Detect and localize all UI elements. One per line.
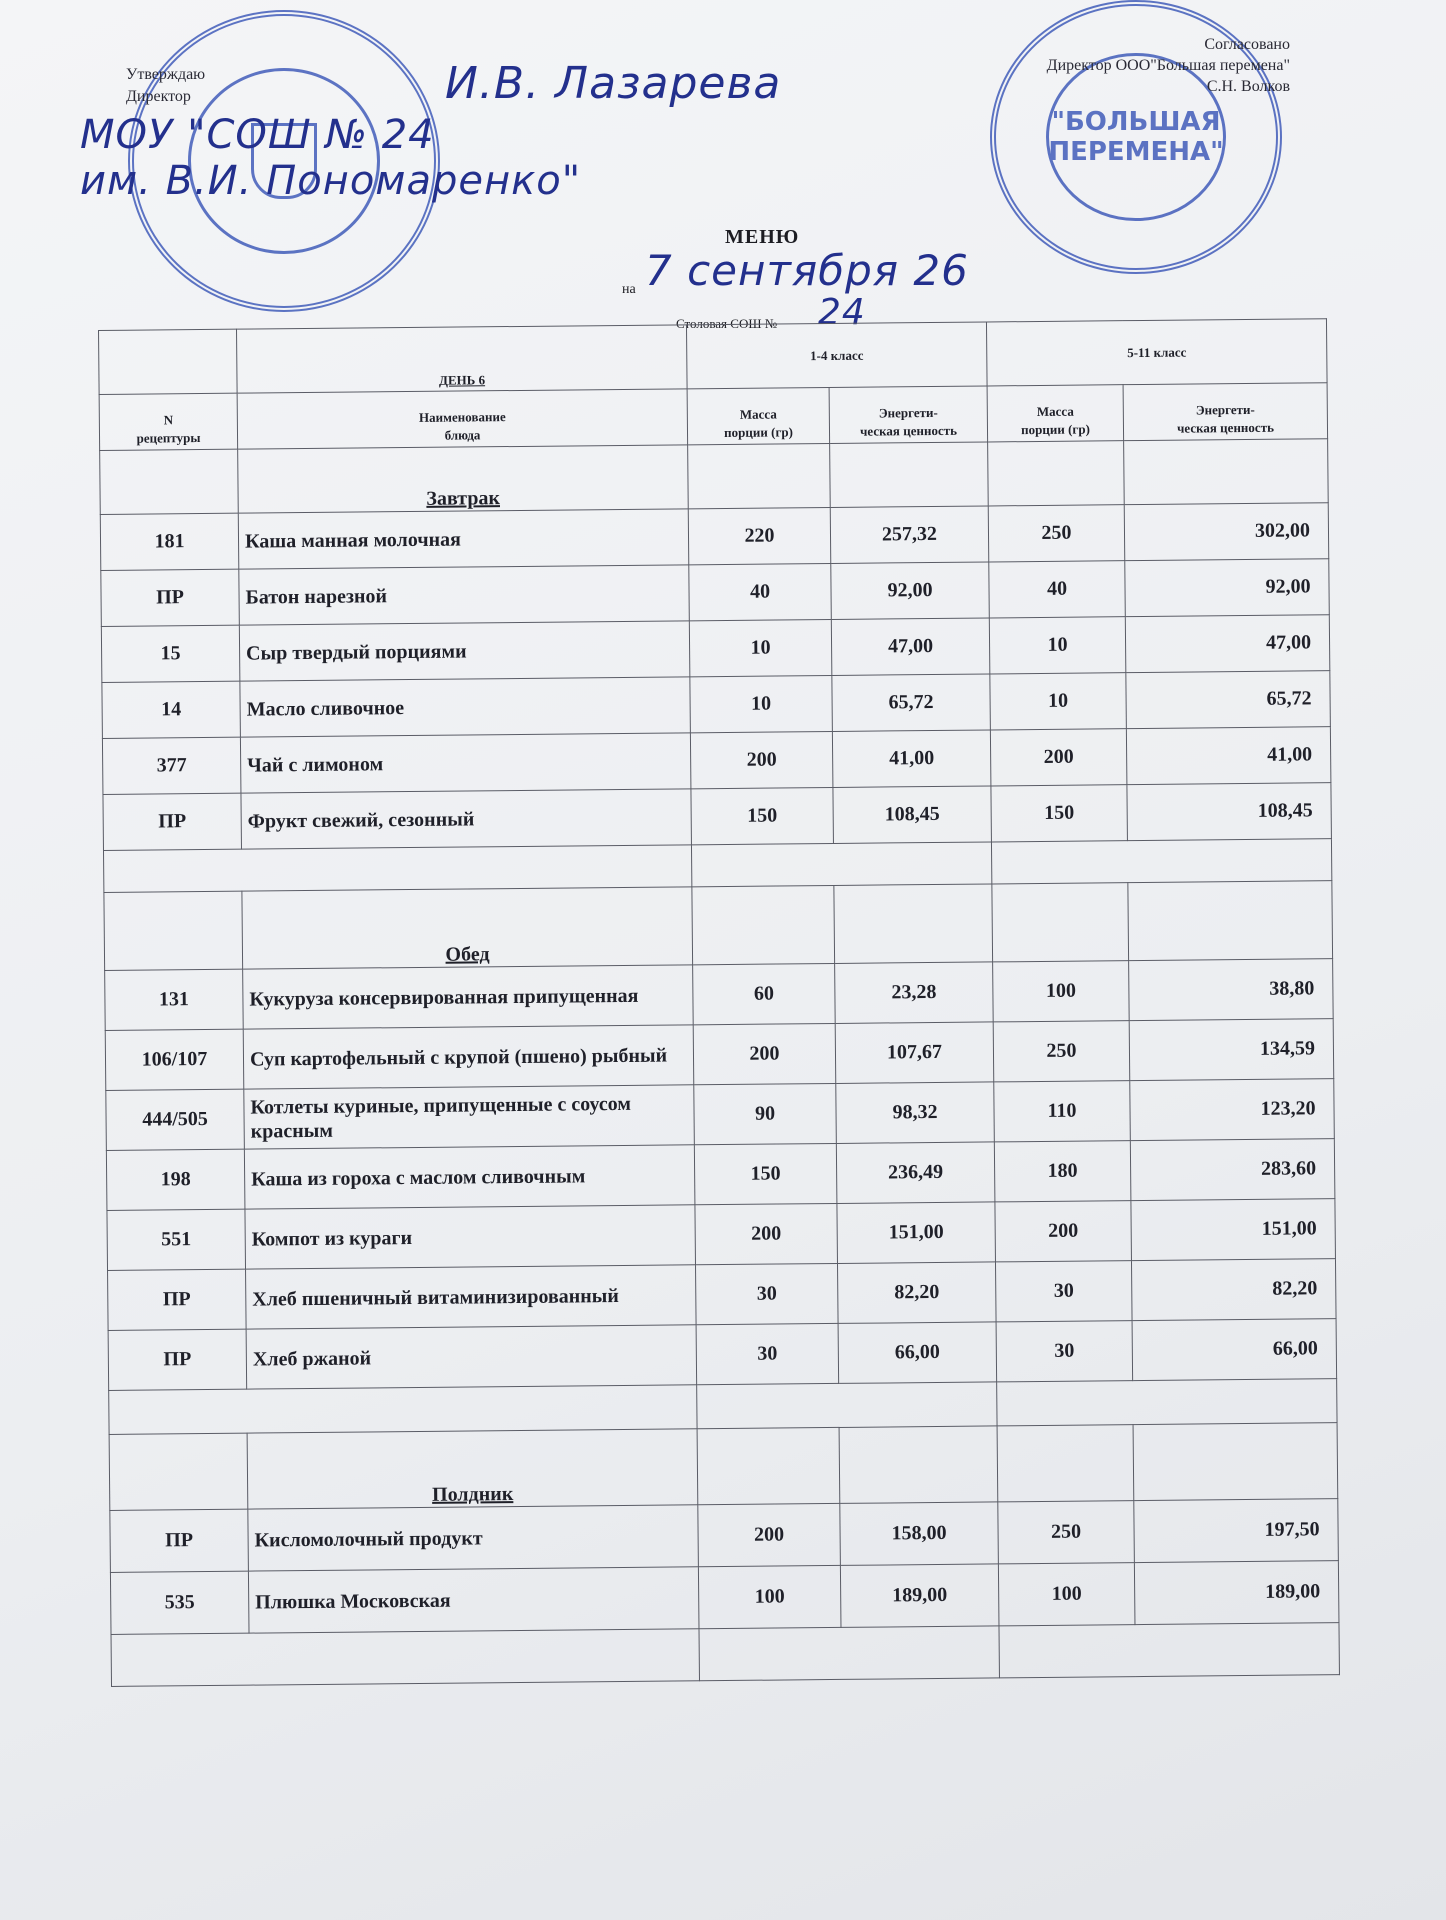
energy-grade-5-11-cell: 108,45 <box>1127 783 1332 841</box>
mass-grade-5-11-cell: 30 <box>995 1261 1132 1322</box>
energy-grade-1-4-cell: 82,20 <box>837 1262 996 1324</box>
mass-grade-1-4-cell: 30 <box>696 1323 839 1384</box>
energy-grade-5-11-cell: 302,00 <box>1124 503 1329 561</box>
empty-cell <box>100 449 239 514</box>
dish-name-cell: Чай с лимоном <box>240 733 691 793</box>
energy-grade-5-11-cell: 47,00 <box>1125 615 1330 673</box>
recipe-number-cell: ПР <box>108 1329 247 1390</box>
dish-name-cell: Кукуруза консервированная припущенная <box>243 965 694 1029</box>
energy-grade-5-11-cell: 123,20 <box>1130 1079 1335 1141</box>
dish-name-cell: Масло сливочное <box>240 677 691 737</box>
recipe-number-cell: 444/505 <box>106 1089 245 1150</box>
col-mass-b-l1: Масса <box>1036 403 1074 419</box>
empty-cell <box>692 885 835 964</box>
table-row <box>110 1499 1339 1573</box>
menu-table <box>98 318 1340 1687</box>
col-dish-name <box>237 389 688 449</box>
mass-grade-1-4-cell: 90 <box>694 1083 837 1144</box>
dish-name-cell: Хлеб пшеничный витаминизированный <box>246 1265 697 1329</box>
col-mass-b <box>987 385 1124 442</box>
approver-school-line2: им. В.И. Пономаренко" <box>80 158 582 204</box>
agree-position: Директор ООО"Большая перемена" <box>1046 57 1290 74</box>
empty-cell <box>834 884 993 964</box>
lunch-section <box>104 881 1337 1391</box>
recipe-number-cell: 198 <box>106 1149 245 1210</box>
empty-cell <box>111 1629 699 1687</box>
energy-grade-1-4-cell: 151,00 <box>837 1202 996 1264</box>
mass-grade-5-11-cell: 40 <box>989 561 1126 618</box>
agreement-block <box>950 34 1290 97</box>
energy-grade-5-11-cell: 66,00 <box>1132 1319 1337 1381</box>
dish-name-cell: Котлеты куриные, припущенные с соусом красным <box>244 1085 695 1149</box>
canteen-label: Столовая СОШ № <box>676 316 778 331</box>
dish-name-cell: Батон нарезной <box>239 565 690 625</box>
mass-grade-1-4-cell: 200 <box>698 1503 841 1566</box>
energy-grade-5-11-cell: 38,80 <box>1129 959 1334 1021</box>
agree-name: С.Н. Волков <box>1206 78 1290 95</box>
empty-cell <box>997 1379 1337 1426</box>
energy-grade-5-11-cell: 189,00 <box>1134 1561 1339 1625</box>
group-a-header: 1-4 класс <box>686 322 987 389</box>
mass-grade-1-4-cell: 200 <box>693 1023 836 1084</box>
col-dish-name-l2: блюда <box>444 427 481 443</box>
empty-cell <box>839 1426 998 1504</box>
energy-grade-5-11-cell: 151,00 <box>1131 1199 1336 1261</box>
mass-grade-1-4-cell: 150 <box>694 1143 837 1204</box>
mass-grade-1-4-cell: 30 <box>696 1263 839 1324</box>
canteen-number: 24 <box>818 292 866 333</box>
col-recipe-number <box>99 393 238 450</box>
spacer-section <box>111 1623 1339 1687</box>
empty-cell <box>104 891 243 970</box>
energy-grade-5-11-cell: 65,72 <box>1126 671 1331 729</box>
dish-name-cell: Фрукт свежий, сезонный <box>241 789 692 849</box>
mass-grade-5-11-cell: 250 <box>993 1021 1130 1082</box>
col-energy-a-l2: ческая ценность <box>859 422 958 439</box>
mass-grade-1-4-cell: 100 <box>698 1565 841 1628</box>
recipe-number-cell: ПР <box>108 1269 247 1330</box>
recipe-number-cell: ПР <box>101 569 240 626</box>
dish-name-cell: Сыр твердый порциями <box>239 621 690 681</box>
mass-grade-1-4-cell: 200 <box>690 731 833 788</box>
recipe-number-cell: 377 <box>102 737 241 794</box>
empty-cell <box>697 1382 997 1429</box>
mass-grade-5-11-cell: 150 <box>991 785 1128 842</box>
energy-grade-1-4-cell: 41,00 <box>832 730 991 788</box>
mass-grade-1-4-cell: 200 <box>695 1203 838 1264</box>
energy-grade-1-4-cell: 236,49 <box>836 1142 995 1204</box>
mass-grade-5-11-cell: 30 <box>996 1321 1133 1382</box>
empty-cell <box>988 441 1125 506</box>
section-title-lunch: Обед <box>242 887 693 969</box>
date-prefix: на <box>622 282 636 297</box>
approver-signature-name: И.В. Лазарева <box>445 58 782 109</box>
section-title-snack: Полдник <box>247 1429 698 1509</box>
energy-grade-5-11-cell: 134,59 <box>1129 1019 1334 1081</box>
energy-grade-1-4-cell: 47,00 <box>831 618 990 676</box>
empty-cell <box>688 443 831 508</box>
agree-label: Согласовано <box>1204 36 1290 53</box>
energy-grade-5-11-cell: 283,60 <box>1130 1139 1335 1201</box>
col-recipe-number-l2: рецептуры <box>136 430 201 446</box>
group-b-header: 5-11 класс <box>986 319 1327 386</box>
empty-cell <box>1128 881 1333 961</box>
col-mass-b-l2: порции (гр) <box>1021 421 1090 438</box>
empty-cell <box>997 1425 1134 1502</box>
col-energy-b-l2: ческая ценность <box>1176 419 1274 436</box>
empty-cell <box>1133 1423 1338 1501</box>
energy-grade-1-4-cell: 107,67 <box>835 1022 994 1084</box>
approver-school-line1: МОУ "СОШ № 24 <box>80 112 435 158</box>
mass-grade-5-11-cell: 100 <box>993 961 1130 1022</box>
col-mass-a-l1: Масса <box>739 406 777 422</box>
recipe-number-cell: 15 <box>101 625 240 682</box>
dish-name-cell: Каша манная молочная <box>238 509 689 569</box>
mass-grade-5-11-cell: 200 <box>990 729 1127 786</box>
col-energy-a-l1: Энергети- <box>878 404 938 421</box>
energy-grade-1-4-cell: 65,72 <box>832 674 991 732</box>
empty-cell <box>691 842 991 887</box>
recipe-number-cell: 181 <box>100 513 239 570</box>
mass-grade-5-11-cell: 250 <box>998 1501 1135 1564</box>
energy-grade-1-4-cell: 189,00 <box>840 1564 999 1628</box>
col-mass-a <box>687 387 830 444</box>
dish-name-cell: Каша из гороха с маслом сливочным <box>244 1145 695 1209</box>
energy-grade-1-4-cell: 98,32 <box>836 1082 995 1144</box>
col-dish-name-l1: Наименование <box>418 409 506 425</box>
mass-grade-5-11-cell: 200 <box>995 1201 1132 1262</box>
empty-cell <box>109 1433 248 1510</box>
empty-cell <box>103 845 691 893</box>
empty-cell <box>992 883 1129 962</box>
table-row <box>110 1561 1339 1635</box>
section-row-snack <box>109 1423 1338 1511</box>
approval-block <box>126 64 205 108</box>
mass-grade-1-4-cell: 60 <box>693 963 836 1024</box>
empty-cell <box>991 839 1331 884</box>
empty-cell <box>697 1427 840 1504</box>
approve-position: Директор <box>126 88 191 105</box>
dish-name-cell: Кисломолочный продукт <box>248 1505 699 1571</box>
energy-grade-5-11-cell: 92,00 <box>1125 559 1330 617</box>
recipe-number-cell: ПР <box>103 793 242 850</box>
energy-grade-1-4-cell: 92,00 <box>831 562 990 620</box>
recipe-number-cell: 131 <box>105 969 244 1030</box>
breakfast-section <box>100 439 1332 851</box>
section-row-breakfast <box>100 439 1329 515</box>
energy-grade-5-11-cell: 82,20 <box>1131 1259 1336 1321</box>
col-energy-b-l1: Энергети- <box>1195 401 1255 418</box>
mass-grade-1-4-cell: 10 <box>690 675 833 732</box>
mass-grade-5-11-cell: 180 <box>994 1141 1131 1202</box>
energy-grade-1-4-cell: 158,00 <box>840 1502 999 1566</box>
mass-grade-1-4-cell: 40 <box>689 563 832 620</box>
empty-cell <box>999 1623 1339 1678</box>
empty-cell <box>109 1385 697 1435</box>
empty-cell <box>1124 439 1329 505</box>
section-title-breakfast: Завтрак <box>238 445 689 513</box>
approve-label: Утверждаю <box>126 66 206 83</box>
recipe-number-cell: 14 <box>102 681 241 738</box>
mass-grade-5-11-cell: 10 <box>989 617 1126 674</box>
empty-cell <box>830 442 989 508</box>
mass-grade-5-11-cell: 100 <box>998 1563 1135 1626</box>
dish-name-cell: Компот из кураги <box>245 1205 696 1269</box>
col-energy-b <box>1123 383 1328 441</box>
company-stamp-text: "БОЛЬШАЯ ПЕРЕМЕНА" <box>1046 53 1226 221</box>
dish-name-cell: Хлеб ржаной <box>246 1325 697 1389</box>
dish-name-cell: Плюшка Московская <box>248 1567 699 1633</box>
energy-grade-1-4-cell: 257,32 <box>830 506 989 564</box>
mass-grade-5-11-cell: 110 <box>994 1081 1131 1142</box>
menu-title: МЕНЮ <box>725 226 800 248</box>
recipe-number-cell: 551 <box>107 1209 246 1270</box>
dish-name-cell: Суп картофельный с крупой (пшено) рыбный <box>243 1025 694 1089</box>
recipe-number-cell: 535 <box>110 1571 249 1634</box>
group-header-row <box>99 319 1328 395</box>
col-recipe-number-l1: N <box>163 412 174 428</box>
mass-grade-1-4-cell: 10 <box>689 619 832 676</box>
energy-grade-5-11-cell: 197,50 <box>1134 1499 1339 1563</box>
day-title: ДЕНЬ 6 <box>236 325 687 393</box>
empty-cell <box>99 329 238 394</box>
energy-grade-5-11-cell: 41,00 <box>1126 727 1331 785</box>
col-mass-a-l2: порции (гр) <box>724 424 793 440</box>
energy-grade-1-4-cell: 108,45 <box>833 786 992 844</box>
empty-cell <box>699 1626 999 1681</box>
mass-grade-1-4-cell: 150 <box>691 787 834 844</box>
menu-date: 7 сентября 26 <box>645 246 969 295</box>
spacer-row <box>111 1623 1339 1687</box>
energy-grade-1-4-cell: 23,28 <box>835 962 994 1024</box>
col-energy-a <box>829 386 988 444</box>
mass-grade-5-11-cell: 250 <box>988 505 1125 562</box>
mass-grade-1-4-cell: 220 <box>688 507 831 564</box>
snack-section <box>109 1423 1339 1635</box>
energy-grade-1-4-cell: 66,00 <box>838 1322 997 1384</box>
section-row-lunch <box>104 881 1333 971</box>
recipe-number-cell: ПР <box>110 1509 249 1572</box>
mass-grade-5-11-cell: 10 <box>990 673 1127 730</box>
recipe-number-cell: 106/107 <box>105 1029 244 1090</box>
